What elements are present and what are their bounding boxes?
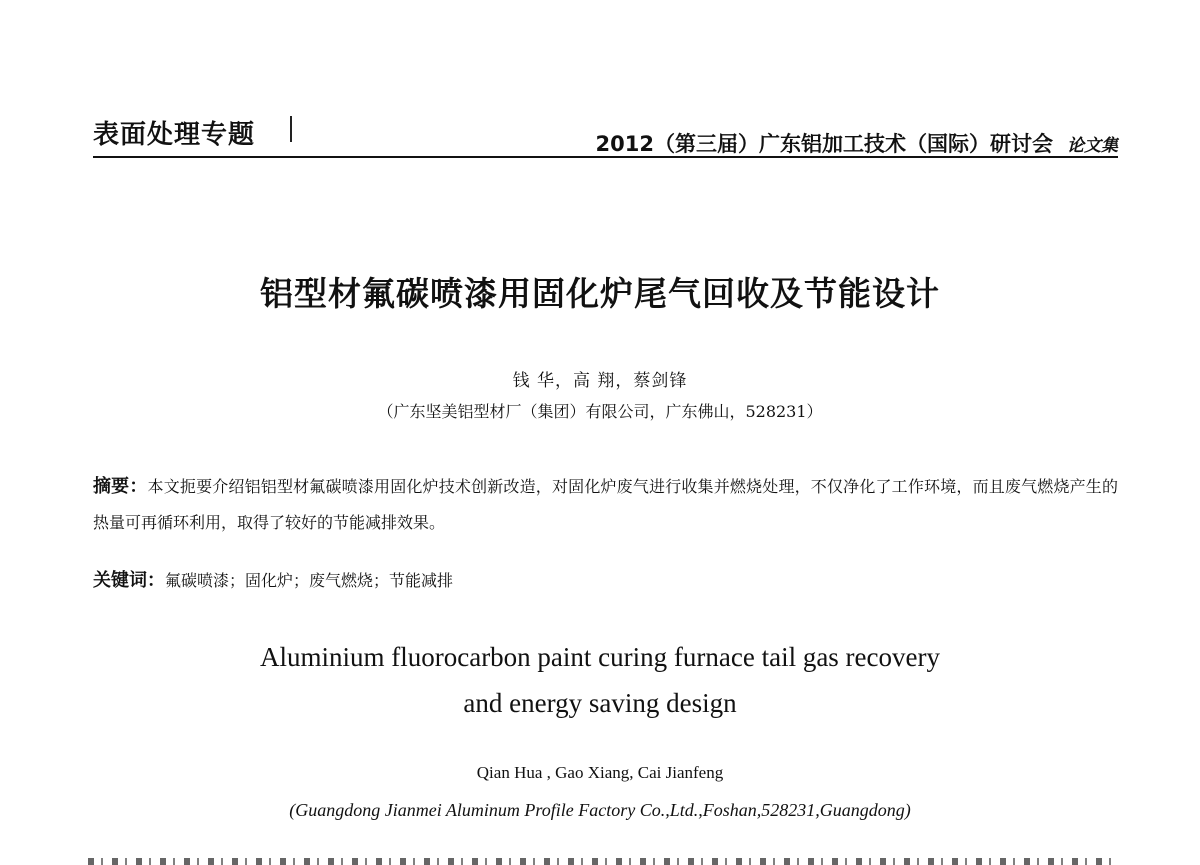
abstract-zh	[93, 469, 1118, 541]
keywords-label: 关键词：	[93, 570, 165, 591]
abstract-text: 本文扼要介绍铝铝型材氟碳喷漆用固化炉技术创新改造，对固化炉废气进行收集并燃烧处理，不仅净化了工作环境，而且废气燃烧产生的热量可再循环利用，取得了较好的节能减排效果。	[93, 477, 1118, 532]
keywords-zh	[93, 566, 453, 592]
conference-name: 2012（第三届）广东铝加工技术（国际）研讨会	[595, 132, 1053, 156]
keywords-text: 氟碳喷漆；固化炉；废气燃烧；节能减排	[165, 571, 454, 590]
affiliation-en: (Guangdong Jianmei Aluminum Profile Factory Co.,Ltd.,Foshan,528231,Guangdong)	[289, 800, 911, 820]
affiliation-zh: （广东坚美铝型材厂（集团）有限公司，广东佛山，528231）	[377, 402, 823, 421]
authors-en: Qian Hua , Gao Xiang, Cai Jianfeng	[476, 763, 724, 782]
paper-title-en-line2: and energy saving design	[463, 688, 737, 718]
paper-title-zh: 铝型材氟碳喷漆用固化炉尾气回收及节能设计	[260, 274, 940, 313]
authors-zh: 钱 华，高 翔，蔡剑锋	[512, 371, 688, 391]
header-rule	[93, 156, 1118, 158]
paper-title-en-line1: Aluminium fluorocarbon paint curing furnace tail gas recovery	[259, 642, 940, 672]
conference-label	[596, 128, 1118, 158]
proceedings-label: 论文集	[1067, 136, 1118, 156]
header-separator	[290, 116, 292, 142]
abstract-label: 摘要：	[93, 476, 148, 497]
section-label: 表面处理专题	[93, 120, 256, 150]
cut-off-text-line	[88, 858, 1118, 865]
running-header	[93, 108, 1118, 158]
